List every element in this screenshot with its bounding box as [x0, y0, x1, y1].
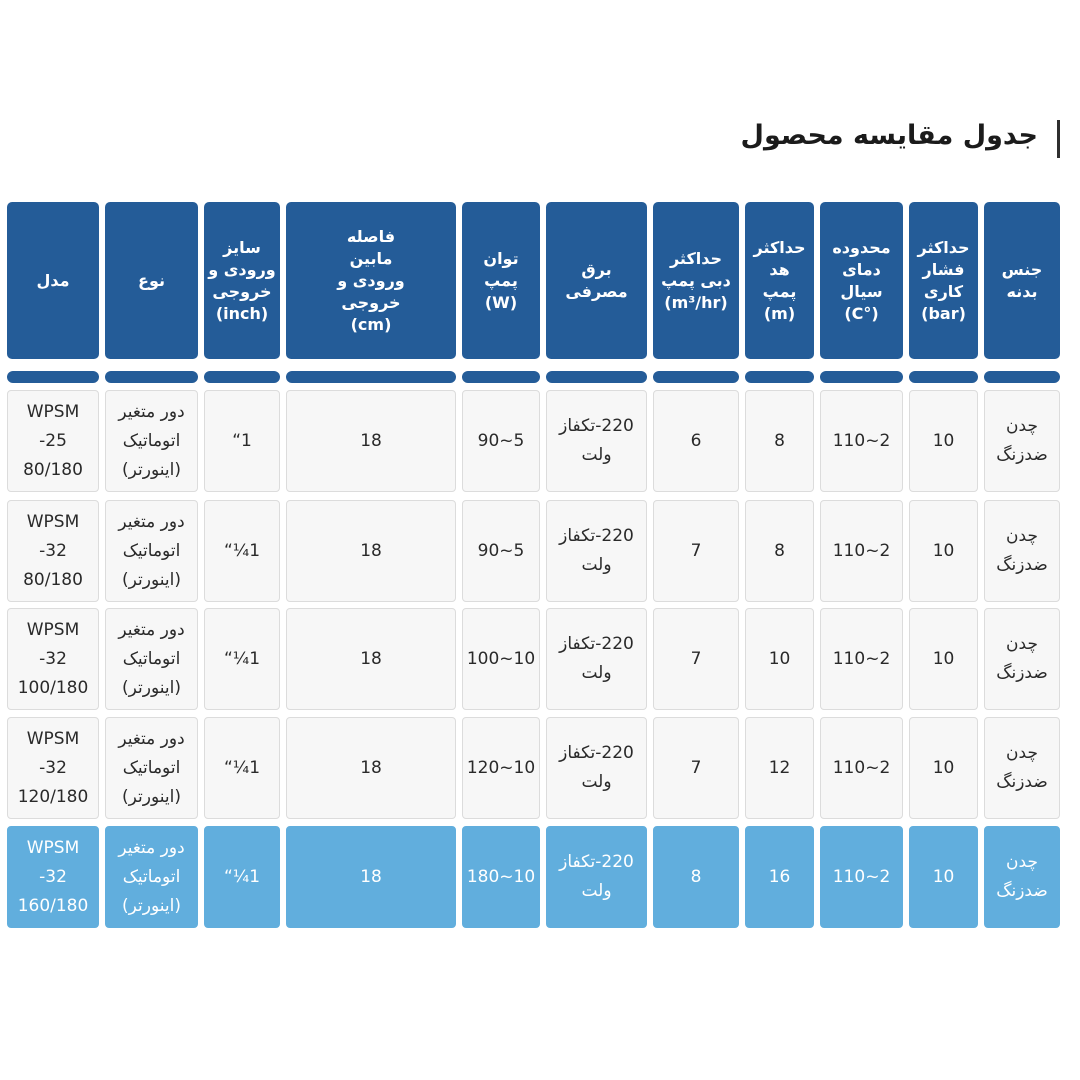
header-separator — [546, 371, 647, 383]
cell-model: WPSM 32- 120/180 — [7, 717, 99, 819]
header-port-distance: فاصله مابین ورودی و خروجی (cm) — [286, 202, 456, 359]
cell-max-head: 12 — [745, 717, 814, 819]
cell-model: WPSM 25- 80/180 — [7, 390, 99, 492]
cell-pump-power: 10~180 — [462, 826, 540, 928]
page-title: جدول مقایسه محصول — [740, 120, 1038, 151]
cell-max-pressure: 10 — [909, 390, 978, 492]
cell-port-size: 1“ — [204, 390, 280, 492]
cell-port-distance: 18 — [286, 717, 456, 819]
header-model: مدل — [7, 202, 99, 359]
cell-max-pressure: 10 — [909, 826, 978, 928]
header-max-pressure: حداکثر فشار کاری (bar) — [909, 202, 978, 359]
cell-power-supply: 220-تکفاز ولت — [546, 390, 647, 492]
cell-max-pressure: 10 — [909, 500, 978, 602]
header-separator — [286, 371, 456, 383]
cell-type: دور متغیر اتوماتیک (اینورتر) — [105, 717, 198, 819]
cell-model: WPSM 32- 160/180 — [7, 826, 99, 928]
cell-port-distance: 18 — [286, 826, 456, 928]
cell-port-distance: 18 — [286, 608, 456, 710]
header-separator — [462, 371, 540, 383]
cell-power-supply: 220-تکفاز ولت — [546, 717, 647, 819]
header-separator — [820, 371, 903, 383]
cell-port-size: 1¼“ — [204, 826, 280, 928]
cell-power-supply: 220-تکفاز ولت — [546, 608, 647, 710]
header-fluid-temperature: محدوده دمای سیال (°C) — [820, 202, 903, 359]
cell-max-pressure: 10 — [909, 717, 978, 819]
header-type: نوع — [105, 202, 198, 359]
cell-max-flow: 7 — [653, 608, 739, 710]
cell-model: WPSM 32- 100/180 — [7, 608, 99, 710]
cell-type: دور متغیر اتوماتیک (اینورتر) — [105, 390, 198, 492]
header-power-supply: برق مصرفی — [546, 202, 647, 359]
header-separator — [984, 371, 1060, 383]
cell-power-supply: 220-تکفاز ولت — [546, 500, 647, 602]
cell-body-material: چدن ضدزنگ — [984, 390, 1060, 492]
cell-pump-power: 5~90 — [462, 390, 540, 492]
header-max-head: حداکثر هد پمپ (m) — [745, 202, 814, 359]
header-separator — [653, 371, 739, 383]
cell-type: دور متغیر اتوماتیک (اینورتر) — [105, 608, 198, 710]
cell-pump-power: 5~90 — [462, 500, 540, 602]
cell-body-material: چدن ضدزنگ — [984, 500, 1060, 602]
cell-body-material: چدن ضدزنگ — [984, 826, 1060, 928]
cell-port-size: 1¼“ — [204, 500, 280, 602]
cell-max-head: 16 — [745, 826, 814, 928]
title-accent-bar — [1057, 120, 1060, 158]
header-separator — [909, 371, 978, 383]
cell-body-material: چدن ضدزنگ — [984, 717, 1060, 819]
cell-port-distance: 18 — [286, 500, 456, 602]
cell-max-pressure: 10 — [909, 608, 978, 710]
cell-max-flow: 6 — [653, 390, 739, 492]
cell-fluid-temperature: 2~110 — [820, 717, 903, 819]
cell-max-flow: 7 — [653, 500, 739, 602]
header-separator — [7, 371, 99, 383]
cell-max-head: 10 — [745, 608, 814, 710]
header-max-flow: حداکثر دبی پمپ (m³/hr) — [653, 202, 739, 359]
header-port-size: سایز ورودی و خروجی (inch) — [204, 202, 280, 359]
header-pump-power: توان پمپ (W) — [462, 202, 540, 359]
cell-max-flow: 8 — [653, 826, 739, 928]
header-separator — [204, 371, 280, 383]
cell-max-flow: 7 — [653, 717, 739, 819]
cell-fluid-temperature: 2~110 — [820, 826, 903, 928]
cell-pump-power: 10~100 — [462, 608, 540, 710]
cell-model: WPSM 32- 80/180 — [7, 500, 99, 602]
cell-type: دور متغیر اتوماتیک (اینورتر) — [105, 500, 198, 602]
title-block — [670, 110, 1070, 166]
cell-type: دور متغیر اتوماتیک (اینورتر) — [105, 826, 198, 928]
cell-port-distance: 18 — [286, 390, 456, 492]
cell-max-head: 8 — [745, 500, 814, 602]
cell-fluid-temperature: 2~110 — [820, 608, 903, 710]
cell-port-size: 1¼“ — [204, 717, 280, 819]
cell-fluid-temperature: 2~110 — [820, 390, 903, 492]
cell-power-supply: 220-تکفاز ولت — [546, 826, 647, 928]
cell-pump-power: 10~120 — [462, 717, 540, 819]
cell-fluid-temperature: 2~110 — [820, 500, 903, 602]
header-separator — [105, 371, 198, 383]
header-separator — [745, 371, 814, 383]
header-body-material: جنس بدنه — [984, 202, 1060, 359]
cell-port-size: 1¼“ — [204, 608, 280, 710]
cell-body-material: چدن ضدزنگ — [984, 608, 1060, 710]
cell-max-head: 8 — [745, 390, 814, 492]
